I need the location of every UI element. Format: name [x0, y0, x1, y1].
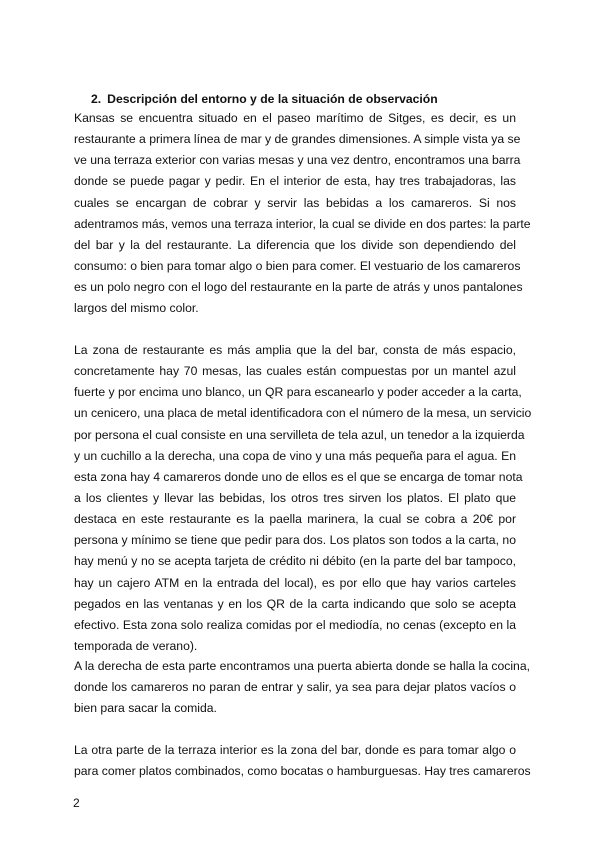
text-line: para comer platos combinados, como bocatas o hamburguesas. Hay tres camareros [74, 764, 531, 779]
text-line: y un cuchillo a la derecha, una copa de vino y una más pequeña para el agua. En [74, 448, 516, 463]
text-line: largos del mismo color. [74, 301, 199, 316]
text-line: donde los camareros no paran de entrar y salir, ya sea para dejar platos vacíos o [74, 680, 516, 695]
paragraph-entorno [74, 108, 531, 319]
paragraph-restaurante [74, 340, 532, 657]
text-line: un cenicero, una placa de metal identificadora con el número de la mesa, un servicio [74, 406, 532, 421]
text-line: esta zona hay 4 camareros donde uno de ellos es el que se encarga de tomar nota [74, 469, 523, 484]
text-line: por persona el cual consiste en una servilleta de tela azul, un tenedor a la izquierda [74, 427, 525, 442]
text-line: La zona de restaurante es más amplia que la del bar, consta de más espacio, [74, 343, 516, 357]
text-line: es un polo negro con el logo del restaurante en la parte de atrás y unos pantalones [74, 280, 523, 295]
text-line: consumo: o bien para tomar algo o bien para comer. El vestuario de los camareros [74, 258, 521, 273]
text-line: del bar y la del restaurante. La diferencia que los divide son dependiendo del [74, 237, 516, 252]
paragraph-cocina [74, 656, 530, 719]
text-line: persona y mínimo se tiene que pedir para dos. Los platos son todos a la carta, no [74, 533, 516, 548]
text-line: fuerte y por encima uno blanco, un QR para escanearlo y poder acceder a la carta, [74, 385, 522, 400]
text-line: destaca en este restaurante es la paella marinera, la cual se cobra a 20€ por [74, 512, 516, 527]
text-line: A la derecha de esta parte encontramos una puerta abierta donde se halla la cocina, [74, 659, 530, 673]
page-number: 2 [73, 796, 80, 810]
text-line: temporada de verano). [74, 638, 198, 653]
text-line: Kansas se encuentra situado en el paseo marítimo de Sitges, es decir, es un [74, 111, 516, 125]
text-line: hay menú y no se acepta tarjeta de crédito ni débito (en la parte del bar tampoco, [74, 554, 516, 569]
text-line: donde se puede pagar y pedir. En el interior de esta, hay tres trabajadoras, las [74, 174, 516, 189]
text-line: cuales se encargan de cobrar y servir las bebidas a los camareros. Si nos [74, 195, 516, 210]
section-number: 2. [91, 92, 102, 106]
text-line: ve una terraza exterior con varias mesas y una vez dentro, encontramos una barra [74, 153, 521, 168]
text-line: a los clientes y llevar las bebidas, los otros tres sirven los platos. El plato que [74, 490, 516, 505]
text-line: hay un cajero ATM en la entrada del local), es por ello que hay varios carteles [74, 575, 516, 590]
paragraph-bar [74, 740, 531, 782]
section-heading [91, 92, 438, 106]
text-line: La otra parte de la terraza interior es la zona del bar, donde es para tomar algo o [74, 743, 516, 757]
text-line: efectivo. Esta zona solo realiza comidas por el mediodía, no cenas (excepto en la [74, 617, 516, 632]
text-line: pegados en las ventanas y en los QR de la carta indicando que solo se acepta [74, 596, 516, 611]
text-line: bien para sacar la comida. [74, 701, 217, 716]
text-line: adentramos más, vemos una terraza interior, la cual se divide en dos partes: la parte [74, 216, 531, 231]
text-line: concretamente hay 70 mesas, las cuales están compuestas por un mantel azul [74, 364, 516, 379]
section-title: Descripción del entorno y de la situación de observación [107, 92, 438, 106]
text-line: restaurante a primera línea de mar y de grandes dimensiones. A simple vista ya se [74, 132, 521, 147]
